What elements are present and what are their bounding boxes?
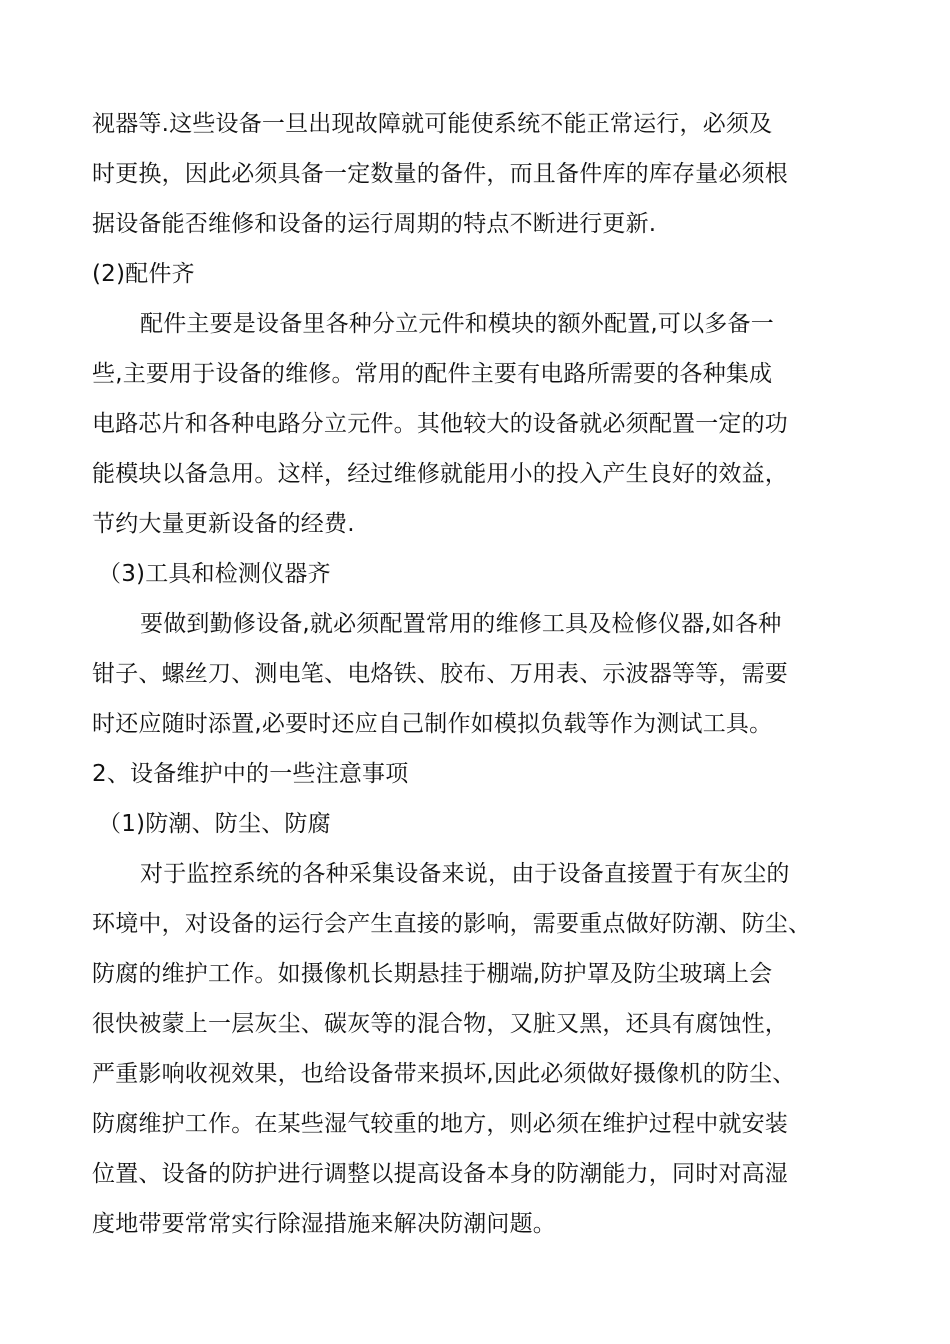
text-line: 视器等.这些设备一旦出现故障就可能使系统不能正常运行，必须及: [92, 111, 773, 137]
subsection-heading: （1)防潮、防尘、防腐: [98, 811, 331, 837]
text-line: 些,主要用于设备的维修。常用的配件主要有电路所需要的各种集成: [92, 361, 773, 387]
paragraph-first-line: 要做到勤修设备,就必须配置常用的维修工具及检修仪器,如各种: [140, 611, 782, 637]
paragraph-first-line: 对于监控系统的各种采集设备来说，由于设备直接置于有灰尘的: [140, 861, 790, 887]
text-line: 防腐的维护工作。如摄像机长期悬挂于棚端,防护罩及防尘玻璃上会: [92, 961, 773, 987]
text-line: 据设备能否维修和设备的运行周期的特点不断进行更新.: [92, 211, 657, 237]
text-line: 时更换，因此必须具备一定数量的备件，而且备件库的库存量必须根: [92, 161, 788, 187]
text-line: 能模块以备急用。这样，经过维修就能用小的投入产生良好的效益，: [92, 461, 788, 487]
paragraph-first-line: 配件主要是设备里各种分立元件和模块的额外配置,可以多备一: [140, 311, 774, 337]
text-line: 环境中，对设备的运行会产生直接的影响，需要重点做好防潮、防尘、: [92, 911, 812, 937]
text-line: 位置、设备的防护进行调整以提高设备本身的防潮能力，同时对高湿: [92, 1161, 788, 1187]
text-line: 度地带要常常实行除湿措施来解决防潮问题。: [92, 1211, 556, 1237]
text-line: 钳子、螺丝刀、测电笔、电烙铁、胶布、万用表、示波器等等，需要: [92, 661, 788, 687]
section-heading: (2)配件齐: [92, 261, 195, 287]
text-line: 时还应随时添置,必要时还应自己制作如模拟负载等作为测试工具。: [92, 711, 773, 737]
text-line: 防腐维护工作。在某些湿气较重的地方，则必须在维护过程中就安装: [92, 1111, 788, 1137]
text-line: 节约大量更新设备的经费.: [92, 511, 355, 537]
text-line: 很快被蒙上一层灰尘、碳灰等的混合物，又脏又黑，还具有腐蚀性，: [92, 1011, 788, 1037]
text-line: 严重影响收视效果，也给设备带来损坏,因此必须做好摄像机的防尘、: [92, 1061, 796, 1087]
text-line: 电路芯片和各种电路分立元件。其他较大的设备就必须配置一定的功: [92, 411, 788, 437]
section-heading: 2、设备维护中的一些注意事项: [92, 761, 409, 787]
section-heading: （3)工具和检测仪器齐: [98, 561, 331, 587]
